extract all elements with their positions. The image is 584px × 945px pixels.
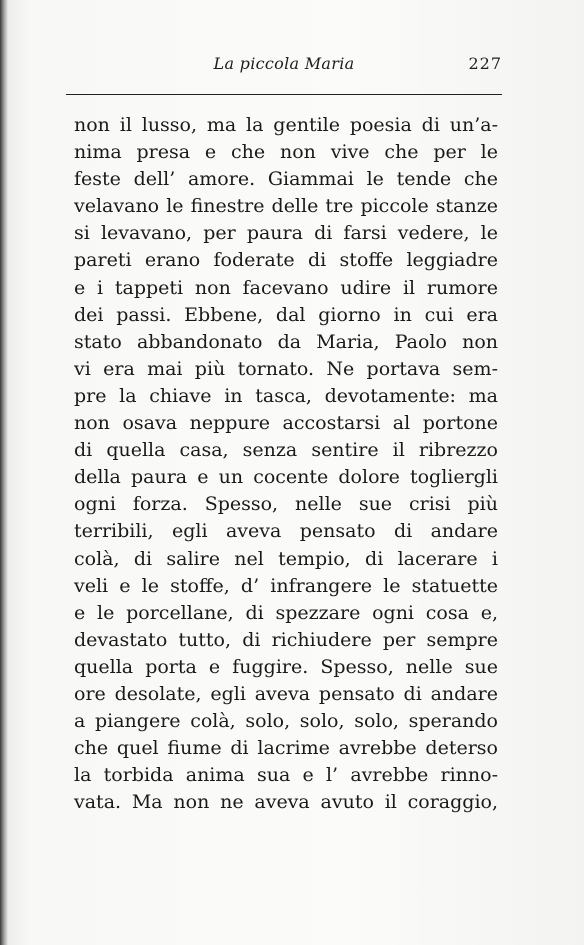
- text-line: vata. Ma non ne aveva avuto il coraggio,: [74, 791, 498, 814]
- text-line: pre la chiave in tasca, devotamente: ma: [74, 384, 498, 407]
- text-line: la torbida anima sua e l’ avrebbe rinno-: [74, 764, 498, 787]
- text-line: nima presa e che non vive che per le: [74, 141, 498, 164]
- text-line: colà, di salire nel tempio, di lacerare i: [74, 547, 498, 570]
- page-header: [66, 50, 502, 84]
- text-line: devastato tutto, di richiudere per sempre: [74, 628, 498, 651]
- text-line: a piangere colà, solo, solo, solo, sperando: [74, 710, 498, 733]
- text-line: non osava neppure accostarsi al portone: [74, 412, 498, 435]
- text-line: e le porcellane, di spezzare ogni cosa e,: [74, 601, 498, 624]
- text-line: non il lusso, ma la gentile poesia di un’a-: [74, 114, 498, 136]
- text-line: terribili, egli aveva pensato di andare: [74, 520, 498, 543]
- text-line: della paura e un cocente dolore togliergli: [74, 466, 498, 489]
- text-line: quella porta e fuggire. Spesso, nelle sue: [74, 655, 498, 678]
- text-line: stato abbandonato da Maria, Paolo non: [74, 330, 498, 353]
- text-line: velavano le finestre delle tre piccole stanze: [74, 195, 498, 218]
- text-line: ore desolate, egli aveva pensato di andare: [74, 682, 498, 705]
- running-title: La piccola Maria: [213, 54, 355, 73]
- text-line: ogni forza. Spesso, nelle sue crisi più: [74, 493, 498, 516]
- text-line: si levavano, per paura di farsi vedere, le: [74, 222, 498, 245]
- page-number: 227: [468, 54, 502, 73]
- body-text: [74, 112, 498, 816]
- text-line: pareti erano foderate di stoffe leggiadre: [74, 249, 498, 272]
- text-line: feste dell’ amore. Giammai le tende che: [74, 168, 498, 191]
- text-line: veli e le stoffe, d’ infrangere le statuette: [74, 574, 498, 597]
- text-line: vi era mai più tornato. Ne portava sem-: [74, 357, 498, 380]
- header-rule: [66, 94, 502, 95]
- text-line: che quel fiume di lacrime avrebbe deterso: [74, 737, 498, 760]
- text-line: e i tappeti non facevano udire il rumore: [74, 276, 498, 299]
- text-line: di quella casa, senza sentire il ribrezzo: [74, 439, 498, 462]
- text-line: dei passi. Ebbene, dal giorno in cui era: [74, 303, 498, 326]
